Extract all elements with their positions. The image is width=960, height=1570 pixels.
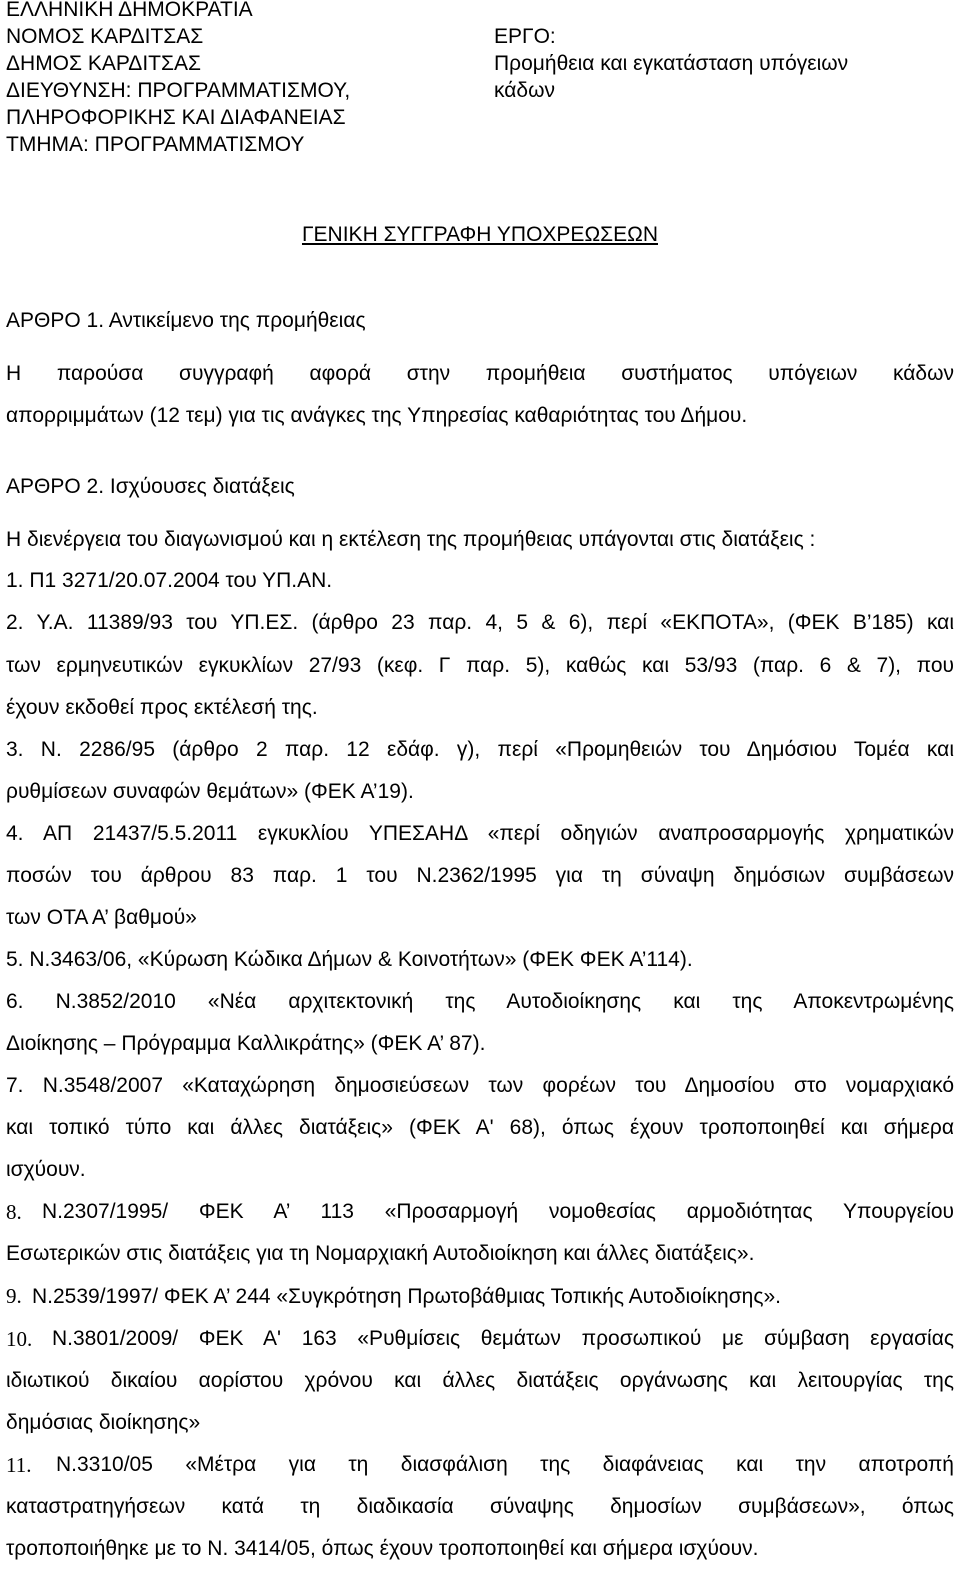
list-item-cont: Εσωτερικών στις διατάξεις για τη Νομαρχιακή Αυτοδιοίκηση και άλλες διατάξεις». bbox=[6, 1242, 755, 1265]
article-1-body bbox=[6, 353, 954, 437]
document-title: ΓΕΝΙΚΗ ΣΥΓΓΡΑΦΗ ΥΠΟΧΡΕΩΣΕΩΝ bbox=[301, 223, 658, 246]
list-number: 10. bbox=[6, 1327, 33, 1351]
header-line: ΤΜΗΜΑ: ΠΡΟΓΡΑΜΜΑΤΙΣΜΟΥ bbox=[6, 133, 305, 156]
list-item-cont: ρυθμίσεων συναφών θεμάτων» (ΦΕΚ Α’19). bbox=[6, 780, 414, 803]
list-item: 4. ΑΠ 21437/5.5.2011 εγκυκλίου ΥΠΕΣΑΗΔ «περί οδηγιών αναπροσαρμογής χρηματικών bbox=[6, 822, 954, 845]
project-title-line: Προμήθεια και εγκατάσταση υπόγειων bbox=[494, 52, 849, 75]
list-number: 8. bbox=[6, 1200, 22, 1224]
list-item-cont: έχουν εκδοθεί προς εκτέλεσή της. bbox=[6, 696, 318, 719]
list-item: 2. Υ.Α. 11389/93 του ΥΠ.ΕΣ. (άρθρο 23 παρ. 4, 5 & 6), περί «ΕΚΠΟΤΑ», (ΦΕΚ Β’185) και bbox=[6, 611, 954, 634]
list-item: 5. Ν.3463/06, «Κύρωση Κώδικα Δήμων & Κοινοτήτων» (ΦΕΚ ΦΕΚ Α’114). bbox=[6, 948, 693, 971]
list-item-cont: καταστρατηγήσεων κατά τη διαδικασία σύναψης δημοσίων συμβάσεων», όπως bbox=[6, 1495, 954, 1518]
authority-header bbox=[6, 0, 476, 158]
list-number: 11. bbox=[6, 1453, 32, 1477]
header-line: ΕΛΛΗΝΙΚΗ ΔΗΜΟΚΡΑΤΙΑ bbox=[6, 0, 253, 21]
list-item: 1. Π1 3271/20.07.2004 του ΥΠ.ΑΝ. bbox=[6, 569, 333, 592]
list-item-cont: ισχύουν. bbox=[6, 1158, 86, 1181]
list-item: 3. Ν. 2286/95 (άρθρο 2 παρ. 12 εδάφ. γ), περί «Προμηθειών του Δημόσιου Τομέα και bbox=[6, 738, 954, 761]
article-2-body bbox=[6, 519, 954, 1570]
list-item bbox=[6, 1318, 954, 1360]
header-line: ΠΛΗΡΟΦΟΡΙΚΗΣ ΚΑΙ ΔΙΑΦΑΝΕΙΑΣ bbox=[6, 106, 346, 129]
list-item-cont: ιδιωτικού δικαίου αορίστου χρόνου και άλλες διατάξεις οργάνωσης και λειτουργίας της bbox=[6, 1369, 954, 1392]
list-item-cont: δημόσιας διοίκησης» bbox=[6, 1411, 201, 1434]
body-line: απορριμμάτων (12 τεμ) για τις ανάγκες της Υπηρεσίας καθαριότητας του Δήμου. bbox=[6, 404, 748, 427]
header-line: ΔΙΕΥΘΥΝΣΗ: ΠΡΟΓΡΑΜΜΑΤΙΣΜΟΥ, bbox=[6, 79, 351, 102]
list-item-cont: τροποποιήθηκε με το Ν. 3414/05, όπως έχουν τροποποιηθεί και σήμερα ισχύουν. bbox=[6, 1537, 759, 1560]
list-item-text: Ν.2539/1997/ ΦΕΚ Α’ 244 «Συγκρότηση Πρωτοβάθμιας Τοπικής Αυτοδιοίκησης». bbox=[32, 1285, 781, 1308]
list-item-text: Ν.2307/1995/ ΦΕΚ Α’ 113 «Προσαρμογή νομοθεσίας αρμοδιότητας Υπουργείου bbox=[42, 1200, 954, 1223]
list-item: 6. Ν.3852/2010 «Νέα αρχιτεκτονική της Αυτοδιοίκησης και της Αποκεντρωμένης bbox=[6, 990, 954, 1013]
list-number: 9. bbox=[6, 1284, 22, 1308]
list-item-text: Ν.3801/2009/ ΦΕΚ Α' 163 «Ρυθμίσεις θεμάτων προσωπικού με σύμβαση εργασίας bbox=[52, 1327, 954, 1350]
list-item: 7. Ν.3548/2007 «Καταχώρηση δημοσιεύσεων των φορέων του Δημοσίου στο νομαρχιακό bbox=[6, 1074, 954, 1097]
list-item bbox=[6, 1444, 954, 1486]
list-item-cont: Διοίκησης – Πρόγραμμα Καλλικράτης» (ΦΕΚ Α’ 87). bbox=[6, 1032, 486, 1055]
list-item-cont: ποσών του άρθρου 83 παρ. 1 του Ν.2362/1995 για τη σύναψη δημόσιων συμβάσεων bbox=[6, 864, 954, 887]
list-item-text: Ν.3310/05 «Μέτρα για τη διασφάλιση της διαφάνειας και την αποτροπή bbox=[56, 1453, 954, 1476]
article-2-title: ΑΡΘΡΟ 2. Ισχύουσες διατάξεις bbox=[6, 475, 295, 498]
project-header bbox=[494, 23, 954, 104]
body-line: Η διενέργεια του διαγωνισμού και η εκτέλεση της προμήθειας υπάγονται στις διατάξεις : bbox=[6, 528, 816, 551]
article-1-title: ΑΡΘΡΟ 1. Αντικείμενο της προμήθειας bbox=[6, 309, 366, 332]
list-item bbox=[6, 1191, 954, 1233]
project-title-line: κάδων bbox=[494, 79, 555, 102]
list-item-cont: των ερμηνευτικών εγκυκλίων 27/93 (κεφ. Γ παρ. 5), καθώς και 53/93 (παρ. 6 & 7), που bbox=[6, 654, 954, 677]
project-label: ΕΡΓΟ: bbox=[494, 25, 556, 48]
header-line: ΔΗΜΟΣ ΚΑΡΔΙΤΣΑΣ bbox=[6, 52, 201, 75]
list-item-cont: και τοπικό τύπο και άλλες διατάξεις» (ΦΕΚ Α' 68), όπως έχουν τροποποιηθεί και σήμερα bbox=[6, 1116, 954, 1139]
body-line: Η παρούσα συγγραφή αφορά στην προμήθεια συστήματος υπόγειων κάδων bbox=[6, 362, 954, 385]
list-item bbox=[6, 1275, 954, 1318]
list-item-cont: των ΟΤΑ Α’ βαθμού» bbox=[6, 906, 197, 929]
header-line: ΝΟΜΟΣ ΚΑΡΔΙΤΣΑΣ bbox=[6, 25, 204, 48]
